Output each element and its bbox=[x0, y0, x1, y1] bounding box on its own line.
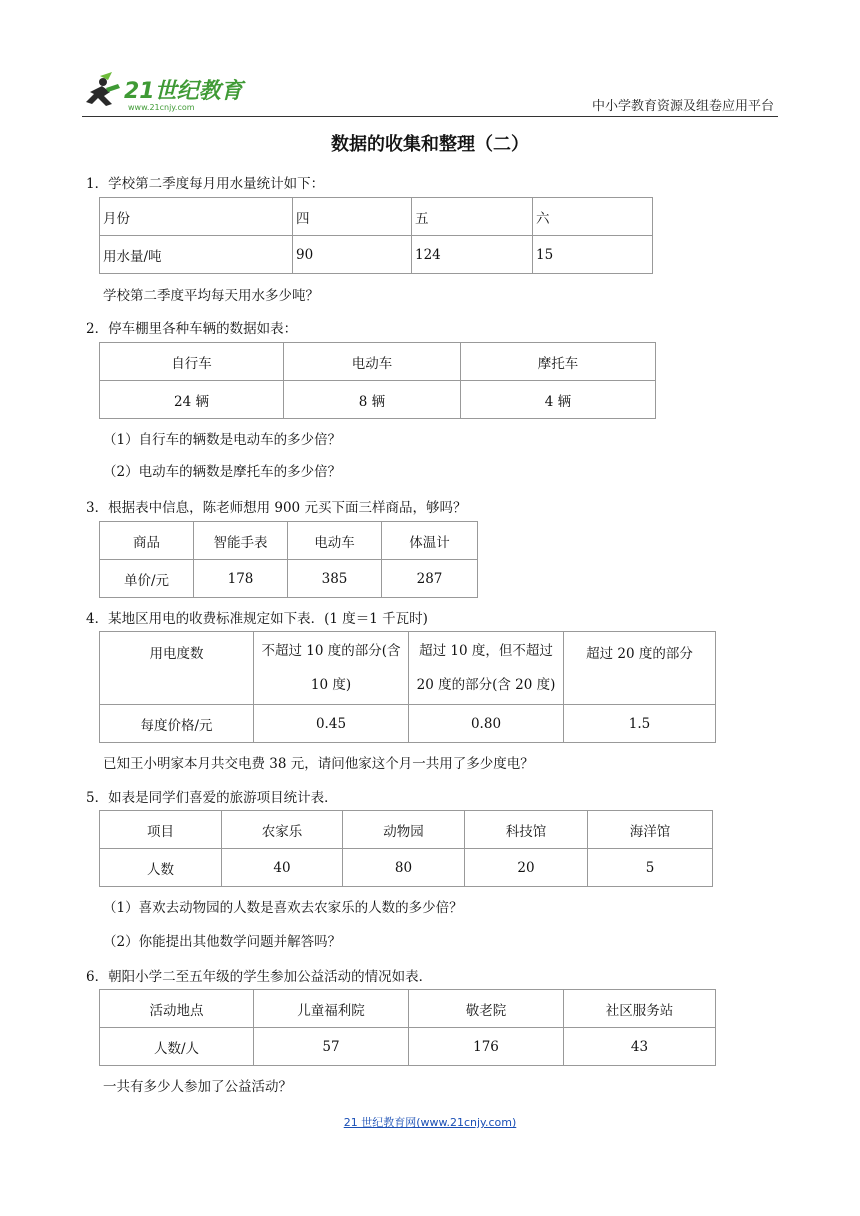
q5-table bbox=[99, 810, 713, 887]
table-cell: 敬老院 bbox=[409, 990, 564, 1028]
table-row bbox=[100, 236, 653, 274]
svg-text:www.21cnjy.com: www.21cnjy.com bbox=[128, 103, 195, 112]
table-cell: 人数 bbox=[100, 849, 222, 887]
table-cell: 六 bbox=[533, 198, 653, 236]
table-cell: 电动车 bbox=[284, 343, 461, 381]
table-cell: 活动地点 bbox=[100, 990, 254, 1028]
table-cell: 287 bbox=[382, 560, 478, 598]
svg-text:21世纪教育: 21世纪教育 bbox=[124, 79, 243, 104]
q1-question: 学校第二季度平均每天用水多少吨？ bbox=[103, 288, 319, 304]
q3-table bbox=[99, 521, 478, 598]
table-cell: 商品 bbox=[100, 522, 194, 560]
q1-stem: 1．学校第二季度每月用水量统计如下： bbox=[86, 176, 325, 192]
table-cell: 8 辆 bbox=[284, 381, 461, 419]
table-cell: 15 bbox=[533, 236, 653, 274]
table-cell: 178 bbox=[194, 560, 288, 598]
q5-stem: 5．如表是同学们喜爱的旅游项目统计表． bbox=[86, 790, 338, 806]
q6-stem: 6．朝阳小学二至五年级的学生参加公益活动的情况如表． bbox=[86, 969, 433, 985]
table-row bbox=[100, 990, 716, 1028]
table-cell: 20 bbox=[465, 849, 588, 887]
table-cell: 单价/元 bbox=[100, 560, 194, 598]
table-cell: 科技馆 bbox=[465, 811, 588, 849]
table-cell: 人数/人 bbox=[100, 1028, 254, 1066]
table-cell: 用水量/吨 bbox=[100, 236, 293, 274]
table-cell: 40 bbox=[222, 849, 343, 887]
footer-link[interactable]: 21 世纪教育网(www.21cnjy.com) bbox=[343, 1116, 517, 1129]
table-cell: 四 bbox=[293, 198, 412, 236]
q3-stem: 3．根据表中信息，陈老师想用 900 元买下面三样商品，够吗？ bbox=[86, 500, 467, 516]
table-cell: 80 bbox=[343, 849, 465, 887]
platform-label: 中小学教育资源及组卷应用平台 bbox=[591, 99, 774, 114]
table-row bbox=[100, 522, 478, 560]
table-row bbox=[100, 381, 656, 419]
table-cell: 超过 10 度，但不超过 20 度的部分(含 20 度) bbox=[409, 632, 564, 705]
table-cell: 4 辆 bbox=[461, 381, 656, 419]
q4-stem: 4．某地区用电的收费标准规定如下表．(1 度＝1 千瓦时) bbox=[86, 611, 428, 627]
table-row bbox=[100, 343, 656, 381]
q4-question: 已知王小明家本月共交电费 38 元，请问他家这个月一共用了多少度电？ bbox=[103, 756, 534, 772]
q2-sub1: （1）自行车的辆数是电动车的多少倍？ bbox=[103, 432, 342, 448]
q6-table bbox=[99, 989, 716, 1066]
table-row bbox=[100, 198, 653, 236]
table-cell: 176 bbox=[409, 1028, 564, 1066]
table-row bbox=[100, 560, 478, 598]
table-cell: 农家乐 bbox=[222, 811, 343, 849]
table-cell: 385 bbox=[288, 560, 382, 598]
table-cell: 智能手表 bbox=[194, 522, 288, 560]
table-cell: 43 bbox=[564, 1028, 716, 1066]
table-cell: 儿童福利院 bbox=[254, 990, 409, 1028]
table-cell: 项目 bbox=[100, 811, 222, 849]
table-cell: 月份 bbox=[100, 198, 293, 236]
table-cell: 57 bbox=[254, 1028, 409, 1066]
table-row bbox=[100, 1028, 716, 1066]
table-cell: 1.5 bbox=[564, 705, 716, 743]
table-row bbox=[100, 849, 713, 887]
page-title: 数据的收集和整理（二） bbox=[331, 134, 529, 155]
table-cell: 五 bbox=[412, 198, 533, 236]
runner-logo-icon bbox=[82, 70, 247, 116]
table-cell: 摩托车 bbox=[461, 343, 656, 381]
table-row bbox=[100, 705, 716, 743]
q2-sub2: （2）电动车的辆数是摩托车的多少倍？ bbox=[103, 464, 342, 480]
q6-question: 一共有多少人参加了公益活动？ bbox=[103, 1079, 292, 1095]
table-cell: 超过 20 度的部分 bbox=[564, 632, 716, 705]
header-divider bbox=[82, 116, 778, 117]
q2-table bbox=[99, 342, 656, 419]
q2-stem: 2．停车棚里各种车辆的数据如表： bbox=[86, 321, 298, 337]
table-cell: 90 bbox=[293, 236, 412, 274]
table-cell: 不超过 10 度的部分(含 10 度) bbox=[254, 632, 409, 705]
table-cell: 海洋馆 bbox=[588, 811, 713, 849]
table-cell: 每度价格/元 bbox=[100, 705, 254, 743]
table-row bbox=[100, 632, 716, 705]
table-row bbox=[100, 811, 713, 849]
table-cell: 用电度数 bbox=[100, 632, 254, 705]
table-cell: 电动车 bbox=[288, 522, 382, 560]
table-cell: 24 辆 bbox=[100, 381, 284, 419]
logo bbox=[82, 70, 247, 116]
table-cell: 动物园 bbox=[343, 811, 465, 849]
table-cell: 124 bbox=[412, 236, 533, 274]
q4-table bbox=[99, 631, 716, 743]
table-cell: 自行车 bbox=[100, 343, 284, 381]
q5-sub1: （1）喜欢去动物园的人数是喜欢去农家乐的人数的多少倍？ bbox=[103, 900, 463, 916]
table-cell: 体温计 bbox=[382, 522, 478, 560]
table-cell: 0.80 bbox=[409, 705, 564, 743]
table-cell: 0.45 bbox=[254, 705, 409, 743]
table-cell: 社区服务站 bbox=[564, 990, 716, 1028]
table-cell: 5 bbox=[588, 849, 713, 887]
q5-sub2: （2）你能提出其他数学问题并解答吗？ bbox=[103, 934, 342, 950]
q1-table bbox=[99, 197, 653, 274]
